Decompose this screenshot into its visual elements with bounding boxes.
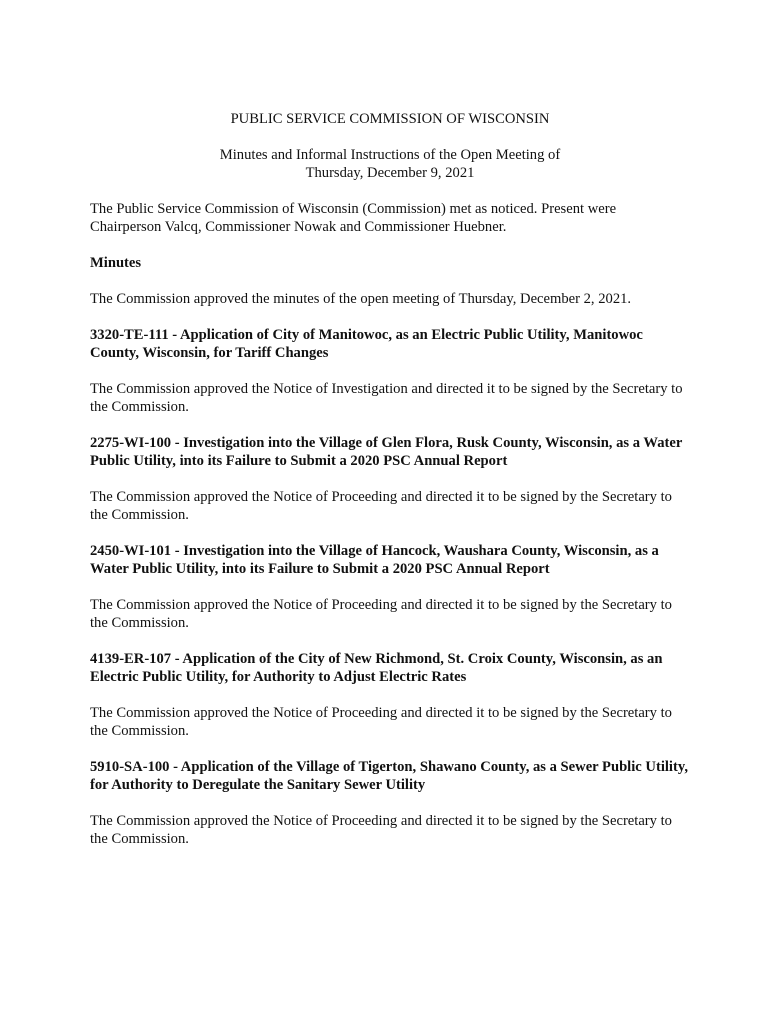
section-heading: 5910-SA-100 - Application of the Village of Tigerton, Shawano County, as a Sewer Public Utility, for Authority to Deregulate the Sanitary Sewer Utility: [90, 759, 688, 793]
section-minutes: [90, 254, 690, 308]
section-body: The Commission approved the Notice of Proceeding and directed it to be signed by the Secretary to the Commission.: [90, 813, 672, 847]
section-4139-er-107: [90, 650, 690, 740]
section-body: The Commission approved the Notice of Proceeding and directed it to be signed by the Secretary to the Commission.: [90, 597, 672, 631]
section-heading: 2450-WI-101 - Investigation into the Village of Hancock, Waushara County, Wisconsin, as a Water Public Utility, into its Failure to Submit a 2020 PSC Annual Report: [90, 543, 659, 577]
section-heading: Minutes: [90, 255, 142, 271]
section-heading: 3320-TE-111 - Application of City of Manitowoc, as an Electric Public Utility, Manitowoc County, Wisconsin, for Tariff Changes: [90, 327, 643, 361]
section-heading: 2275-WI-100 - Investigation into the Village of Glen Flora, Rusk County, Wisconsin, as a Water Public Utility, into its Failure to Submit a 2020 PSC Annual Report: [90, 435, 683, 469]
document-subtitle: [90, 146, 690, 182]
section-body: The Commission approved the Notice of Proceeding and directed it to be signed by the Secretary to the Commission.: [90, 489, 672, 523]
intro-paragraph: The Public Service Commission of Wisconsin (Commission) met as noticed. Present were Chairperson Valcq, Commissioner Nowak and Commissioner Huebner.: [90, 201, 617, 235]
section-2450-wi-101: [90, 542, 690, 632]
document-page: [90, 110, 690, 848]
section-body: The Commission approved the minutes of the open meeting of Thursday, December 2, 2021.: [90, 291, 632, 307]
section-heading: 4139-ER-107 - Application of the City of New Richmond, St. Croix County, Wisconsin, as an Electric Public Utility, for Authority to Adjust Electric Rates: [90, 651, 663, 685]
subtitle-line-1: Minutes and Informal Instructions of the Open Meeting of: [219, 147, 561, 163]
section-3320-te-111: [90, 326, 690, 416]
document-title: PUBLIC SERVICE COMMISSION OF WISCONSIN: [230, 111, 550, 127]
section-body: The Commission approved the Notice of Investigation and directed it to be signed by the Secretary to the Commission.: [90, 381, 683, 415]
section-body: The Commission approved the Notice of Proceeding and directed it to be signed by the Secretary to the Commission.: [90, 705, 672, 739]
document-header: [90, 110, 690, 182]
subtitle-line-2: Thursday, December 9, 2021: [305, 165, 475, 181]
section-5910-sa-100: [90, 758, 690, 848]
section-2275-wi-100: [90, 434, 690, 524]
